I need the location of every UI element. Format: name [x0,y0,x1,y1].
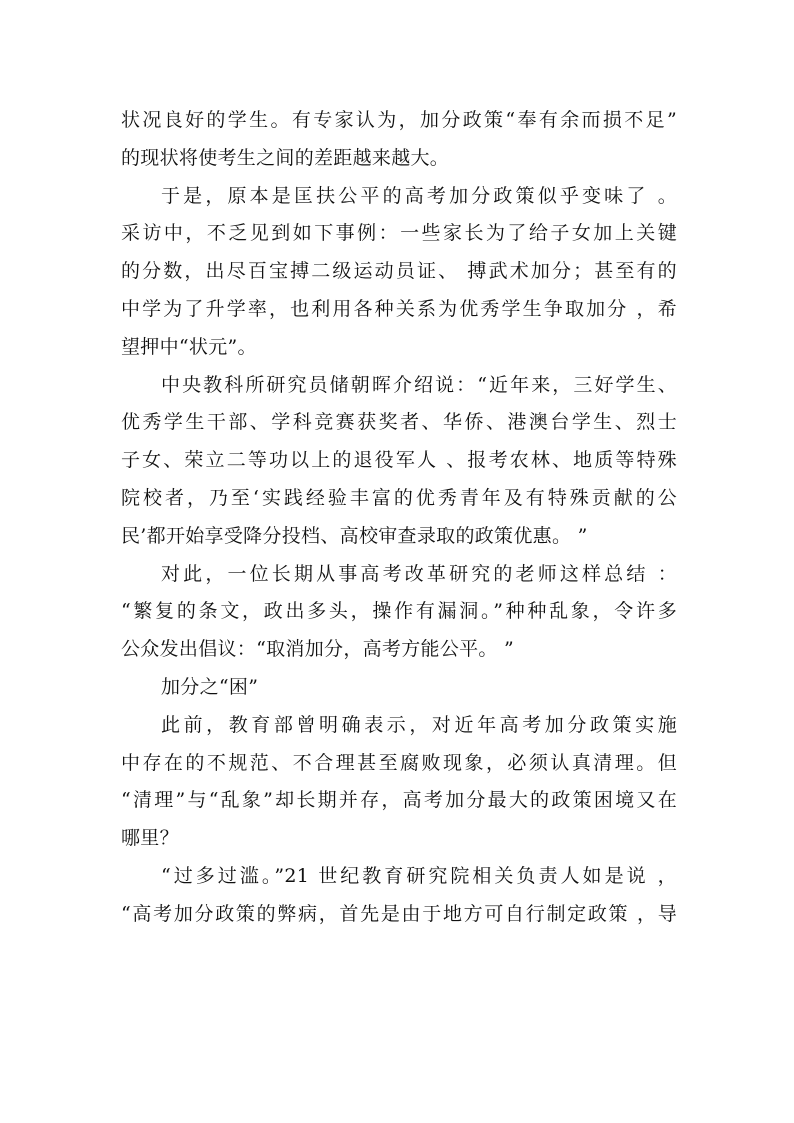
text-line: “清理”与“乱象”却长期并存，高考加分最大的政策困境又在 [121,789,677,812]
text-line: 对此，一位长期从事高考改革研究的老师这样总结 ： [161,562,677,585]
text-line: 哪里？ [121,827,179,850]
text-line: 采访中，不乏见到如下事例：一些家长为了给子女加上关键 [121,222,677,245]
text-line: 院校者，乃至‘实践经验丰富的优秀青年及有特殊贡献的公 [121,486,677,509]
text-line: 中学为了升学率，也利用各种关系为优秀学生争取加分 ，希 [121,297,677,320]
document-body [121,102,677,934]
text-line: 中存在的不规范、不合理甚至腐败现象，必须认真清理。但 [121,751,677,774]
text-line: 中央教科所研究员储朝晖介绍说：“近年来，三好学生、 [161,373,677,396]
text-line: 状况良好的学生。有专家认为，加分政策“奉有余而损不足” [121,109,677,131]
text-line: 优秀学生干部、学科竞赛获奖者、华侨、港澳台学生、烈士 [121,411,677,434]
text-line: “过多过滥。”21 世纪教育研究院相关负责人如是说 ， [161,864,677,887]
text-line: 公众发出倡议：“取消加分，高考方能公平。 ” [121,638,515,661]
text-line: 于是，原本是匡扶公平的高考加分政策似乎变味了 。 [161,184,677,207]
text-line: “繁复的条文，政出多头，操作有漏洞。”种种乱象，令许多 [121,600,677,623]
text-line: 加分之“困” [161,675,259,698]
text-line: 此前，教育部曾明确表示，对近年高考加分政策实施 [161,713,677,736]
text-line: 的分数，出尽百宝搏二级运动员证、 搏武术加分；甚至有的 [121,260,677,283]
text-line: 的现状将使考生之间的差距越来越大。 [121,146,450,169]
text-line: 子女、荣立二等功以上的退役军人 、报考农林、地质等特殊 [121,449,677,472]
text-line: 民’都开始享受降分投档、高校审查录取的政策优惠。 ” [121,524,588,547]
text-line: 望押中“状元”。 [121,335,257,358]
text-line: “高考加分政策的弊病，首先是由于地方可自行制定政策 ，导 [121,902,677,925]
